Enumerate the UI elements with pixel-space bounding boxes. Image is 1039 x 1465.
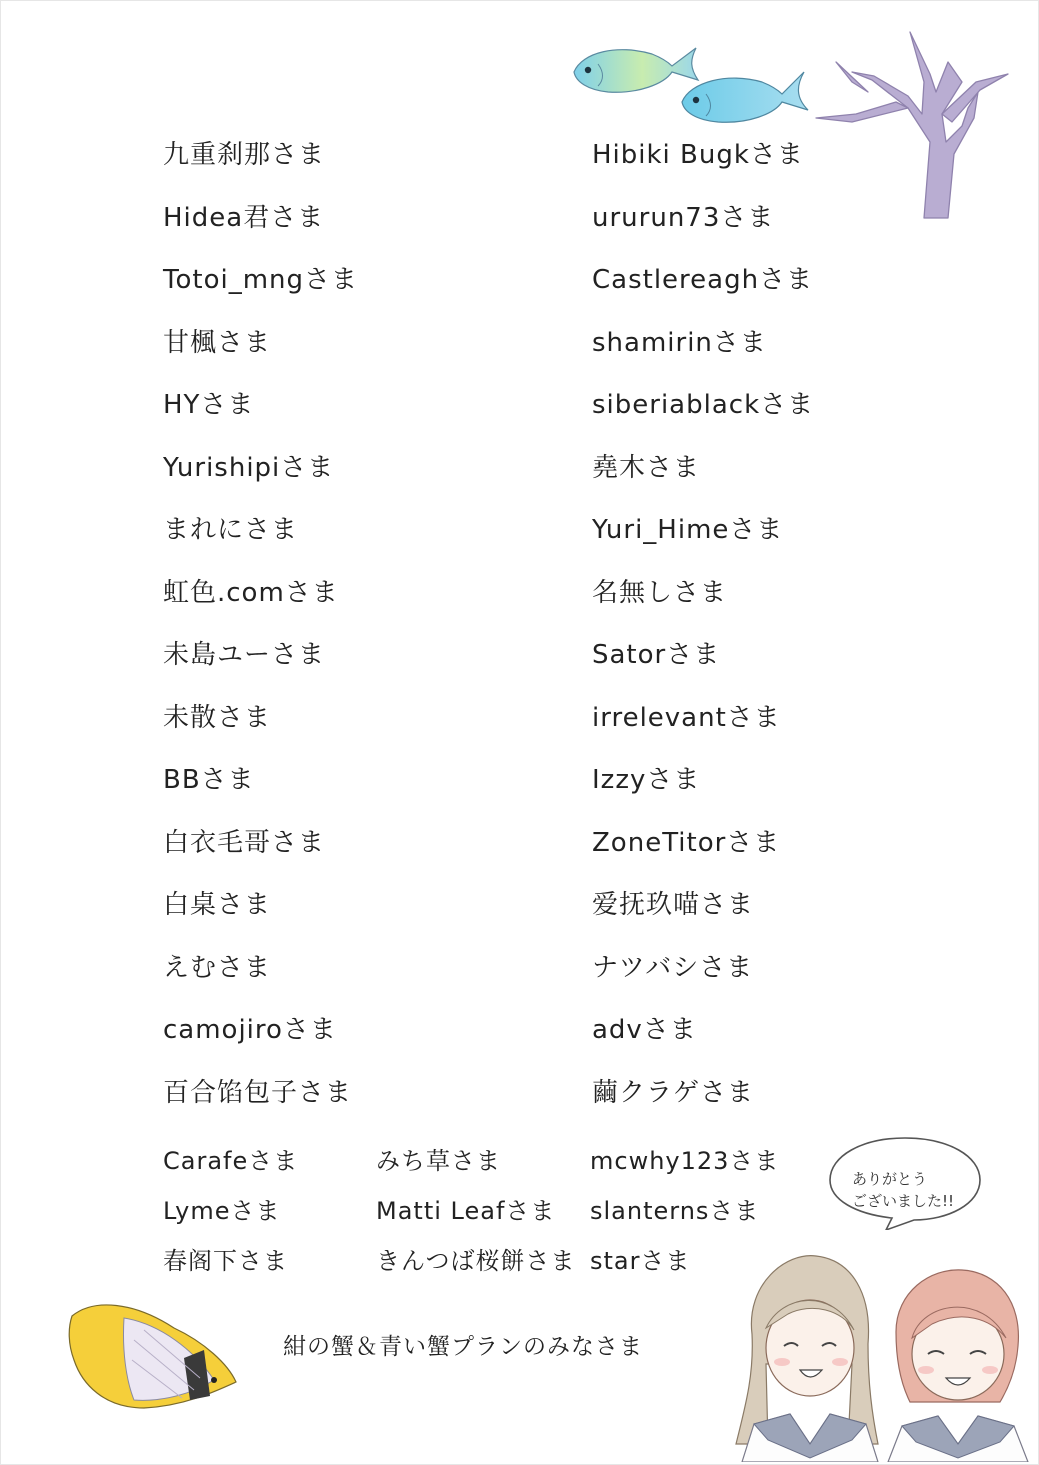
right-column-name: advさま bbox=[592, 1015, 697, 1045]
right-column-name: Izzyさま bbox=[592, 765, 701, 795]
right-column-name: shamirinさま bbox=[592, 327, 767, 358]
small-name: mcwhy123さま bbox=[590, 1147, 780, 1175]
left-column-name: 虹色.comさま bbox=[163, 577, 339, 608]
girl-short-hair-icon bbox=[882, 1262, 1032, 1462]
right-column-name: Castlereaghさま bbox=[592, 265, 814, 295]
left-column-name: Hidea君さま bbox=[163, 202, 325, 233]
small-name: Carafeさま bbox=[163, 1147, 299, 1175]
bubble-line-2: ございました!! bbox=[852, 1192, 955, 1210]
right-column-name: 堯木さま bbox=[592, 452, 701, 483]
left-column-name: 百合馅包子さま bbox=[163, 1077, 353, 1108]
bubble-line-1: ありがとう bbox=[852, 1170, 928, 1188]
girl-long-hair-icon bbox=[732, 1244, 882, 1462]
right-column-name: ナツバシさま bbox=[592, 952, 754, 983]
left-column-name: 未島ユーさま bbox=[163, 640, 326, 670]
small-name: みち草さま bbox=[376, 1147, 501, 1175]
right-column-name: ururun73さま bbox=[592, 202, 775, 233]
blue-fish-icon bbox=[678, 64, 810, 128]
left-column-name: 白桌さま bbox=[163, 890, 272, 920]
small-name: Lymeさま bbox=[163, 1197, 281, 1225]
small-name: きんつば桜餅さま bbox=[376, 1247, 576, 1275]
butterflyfish-icon bbox=[64, 1300, 240, 1412]
left-column-name: まれにさま bbox=[163, 515, 299, 545]
coral-icon bbox=[812, 22, 1022, 222]
right-column-name: Hibiki Bugkさま bbox=[592, 140, 804, 170]
left-column-name: HYさま bbox=[163, 390, 255, 420]
right-column-name: 爱抚玖喵さま bbox=[592, 890, 755, 920]
left-column-name: BBさま bbox=[163, 765, 255, 795]
plan-supporters-line: 紺の蟹＆青い蟹プランのみなさま bbox=[283, 1334, 643, 1360]
left-column-name: Totoi_mngさま bbox=[163, 265, 359, 295]
small-name: Matti Leafさま bbox=[376, 1197, 556, 1225]
speech-bubble-text bbox=[852, 1168, 982, 1212]
right-column-name: irrelevantさま bbox=[592, 702, 781, 733]
right-column-name: ZoneTitorさま bbox=[592, 827, 781, 858]
left-column-name: 甘楓さま bbox=[163, 327, 272, 358]
right-column-name: 名無しさま bbox=[592, 577, 728, 608]
small-name: starさま bbox=[590, 1247, 691, 1275]
left-column-name: 九重刹那さま bbox=[163, 140, 326, 170]
left-column-name: 白衣毛哥さま bbox=[163, 827, 326, 858]
small-name: slanternsさま bbox=[590, 1197, 760, 1225]
right-column-name: siberiablackさま bbox=[592, 390, 815, 420]
right-column-name: Satorさま bbox=[592, 640, 721, 670]
right-column-name: 繭クラゲさま bbox=[592, 1077, 755, 1108]
left-column-name: camojiroさま bbox=[163, 1015, 337, 1045]
right-column-name: Yuri_Himeさま bbox=[592, 515, 784, 545]
small-name: 春阁下さま bbox=[163, 1247, 288, 1275]
left-column-name: 未散さま bbox=[163, 702, 272, 733]
left-column-name: Yurishipiさま bbox=[163, 452, 335, 483]
left-column-name: えむさま bbox=[163, 952, 272, 983]
